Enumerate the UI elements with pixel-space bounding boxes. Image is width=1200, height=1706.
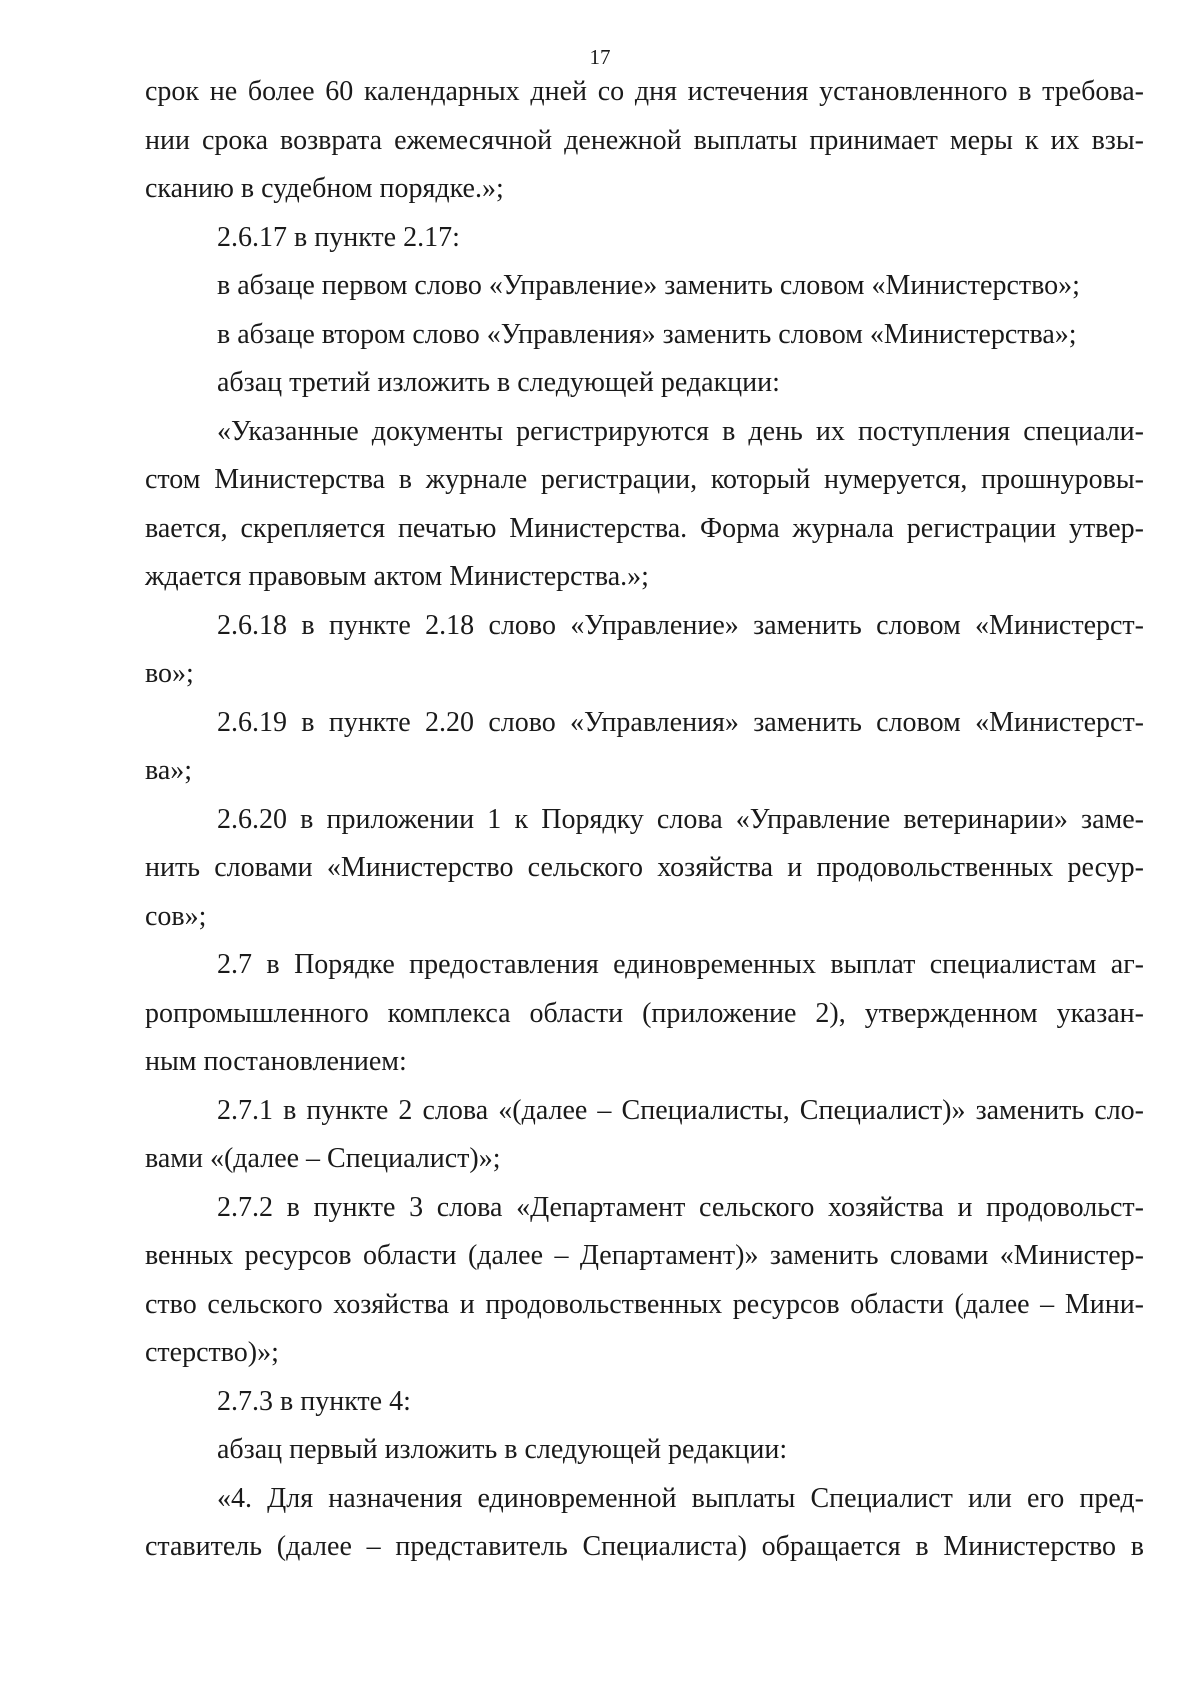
text-line: ным постановлением: [145, 1046, 407, 1077]
text-line: «Указанные документы регистрируются в день их поступления специали- [217, 415, 1144, 447]
text-line: нии срока возврата ежемесячной денежной выплаты принимает меры к их взы- [145, 124, 1144, 156]
document-body [145, 68, 1144, 1572]
text-line: венных ресурсов области (далее – Департамент)» заменить словами «Министер- [145, 1240, 1144, 1271]
text-line: абзац третий изложить в следующей редакции: [217, 367, 780, 398]
text-line: в абзаце первом слово «Управление» заменить словом «Министерство»; [217, 270, 1080, 301]
text-line: 2.7 в Порядке предоставления единовременных выплат специалистам аг- [217, 949, 1144, 980]
text-line: 2.6.17 в пункте 2.17: [217, 221, 460, 253]
text-line: абзац первый изложить в следующей редакции: [217, 1434, 788, 1465]
text-line: 2.6.20 в приложении 1 к Порядку слова «Управление ветеринарии» заме- [217, 803, 1144, 835]
text-line: 2.6.18 в пункте 2.18 слово «Управление» заменить словом «Министерст- [217, 609, 1144, 641]
text-line: во»; [145, 658, 194, 689]
text-line: 2.7.3 в пункте 4: [217, 1385, 411, 1417]
text-line: стерство)»; [145, 1337, 279, 1368]
text-line: стом Министерства в журнале регистрации, который нумеруется, прошнуровы- [145, 464, 1144, 495]
text-line: ставитель (далее – представитель Специалиста) обращается в Министерство в [145, 1531, 1144, 1562]
text-line: срок не более 60 календарных дней со дня истечения установленного в требова- [145, 76, 1144, 107]
text-line: 2.7.1 в пункте 2 слова «(далее – Специалисты, Специалист)» заменить сло- [217, 1094, 1144, 1126]
text-line: вается, скрепляется печатью Министерства. Форма журнала регистрации утвер- [145, 512, 1144, 544]
text-line: «4. Для назначения единовременной выплаты Специалист или его пред- [217, 1482, 1144, 1514]
text-line: в абзаце втором слово «Управления» заменить словом «Министерства»; [217, 318, 1077, 350]
text-line: сканию в судебном порядке.»; [145, 173, 504, 204]
text-line: 2.7.2 в пункте 3 слова «Департамент сельского хозяйства и продовольст- [217, 1191, 1144, 1223]
page-number: 17 [589, 45, 611, 69]
text-line: ропромышленного комплекса области (приложение 2), утвержденном указан- [145, 997, 1144, 1029]
text-line: ждается правовым актом Министерства.»; [145, 561, 649, 592]
text-line: вами «(далее – Специалист)»; [145, 1143, 501, 1174]
text-line: сов»; [145, 900, 207, 932]
text-line: 2.6.19 в пункте 2.20 слово «Управления» заменить словом «Министерст- [217, 706, 1144, 738]
text-line: нить словами «Министерство сельского хозяйства и продовольственных ресур- [145, 852, 1144, 883]
text-line: ство сельского хозяйства и продовольственных ресурсов области (далее – Мини- [145, 1288, 1144, 1320]
text-line: ва»; [145, 755, 193, 786]
